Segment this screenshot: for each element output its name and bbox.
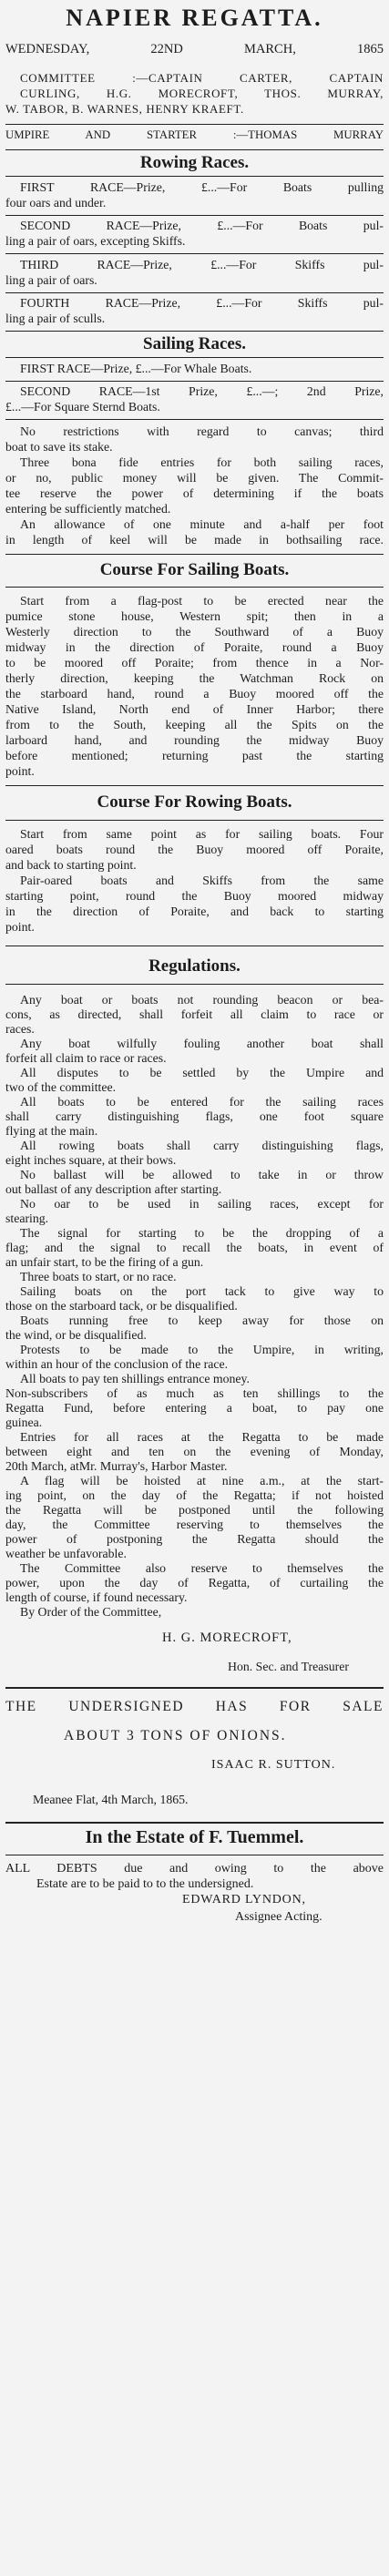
divider bbox=[5, 215, 384, 216]
paragraph-line: larboard hand, and rounding the midway Buoy bbox=[5, 733, 384, 747]
regulation-line: Three boats to start, or no race. bbox=[20, 1270, 177, 1283]
rowing-race-2-line-1: SECOND RACE—Prize, £...—For Boats pul- bbox=[20, 219, 384, 232]
regulation-line: weather be unfavorable. bbox=[5, 1547, 127, 1560]
note-line: tee reserve the power of determining if the boats bbox=[5, 486, 384, 500]
committee-line-3: W. TABOR, B. WARNES, HENRY KRAEFT. bbox=[5, 102, 244, 116]
committee-line-1: COMMITTEE :—CAPTAIN CARTER, CAPTAIN bbox=[20, 71, 384, 85]
paragraph-line: point. bbox=[5, 920, 35, 934]
regulation-line: between eight and ten on the evening of Monday, bbox=[5, 1445, 384, 1458]
regulation-line: cons, as directed, shall forfeit all claim to race or bbox=[5, 1007, 384, 1021]
paragraph-line: midway in the direction of Poraite, round a Buoy bbox=[5, 640, 384, 654]
note-line: entering be sufficiently matched. bbox=[5, 502, 171, 516]
onions-line-1: THE UNDERSIGNED HAS FOR SALE bbox=[5, 1699, 384, 1714]
committee-line-2: CURLING, H.G. MORECROFT, THOS. MURRAY, bbox=[20, 87, 384, 100]
divider bbox=[5, 149, 384, 150]
regulation-line: A flag will be hoisted at nine a.m., at the start- bbox=[20, 1474, 384, 1487]
paragraph-line: Start from a flag-post to be erected near the bbox=[20, 594, 384, 608]
regulation-line: Protests to be made to the Umpire, in writing, bbox=[20, 1343, 384, 1356]
paragraph-line: in the direction of Poraite, and back to starting bbox=[5, 905, 384, 918]
paragraph-line: the starboard hand, round a Buoy moored off the bbox=[5, 687, 384, 700]
regulation-line: Non-subscribers of as much as ten shillings to the bbox=[5, 1386, 384, 1400]
regulation-line: All boats to be entered for the sailing races bbox=[20, 1095, 384, 1109]
regulation-line: All rowing boats shall carry distinguishing flags, bbox=[20, 1139, 384, 1152]
regulation-line: Entries for all races at the Regatta to be made bbox=[20, 1430, 384, 1444]
divider bbox=[5, 381, 384, 382]
estate-heading: In the Estate of F. Tuemmel. bbox=[85, 1827, 304, 1847]
divider bbox=[5, 984, 384, 985]
paragraph-line: pumice stone house, Western spit; then in a bbox=[5, 609, 384, 623]
sailing-race-1: FIRST RACE—Prize, £...—For Whale Boats. bbox=[20, 362, 252, 375]
paragraph-line: before mentioned; returning past the starting bbox=[5, 749, 384, 762]
regulation-line: ing point, on the day of the Regatta; if not hoisted bbox=[5, 1488, 384, 1502]
divider bbox=[5, 124, 384, 125]
regulation-line: All disputes to be settled by the Umpire and bbox=[20, 1066, 384, 1079]
onions-place-date: Meanee Flat, 4th March, 1865. bbox=[33, 1793, 189, 1806]
onions-line-2: ABOUT 3 TONS OF ONIONS. bbox=[64, 1728, 287, 1743]
rowing-race-1-line-1: FIRST RACE—Prize, £...—For Boats pulling bbox=[20, 180, 384, 194]
paragraph-line: starting point, round the Buoy moored midway bbox=[5, 889, 384, 903]
regulation-line: Boats running free to keep away for those on bbox=[20, 1314, 384, 1327]
rowing-race-2-line-2: ling a pair of oars, excepting Skiffs. bbox=[5, 234, 186, 248]
rowing-race-1-line-2: four oars and under. bbox=[5, 196, 107, 210]
regulation-line: those on the starboard tack, or be disqualified. bbox=[5, 1299, 238, 1313]
regulation-line: All boats to pay ten shillings entrance money. bbox=[20, 1372, 250, 1385]
paragraph-line: point. bbox=[5, 764, 35, 778]
paragraph-line: Pair-oared boats and Skiffs from the same bbox=[20, 874, 384, 887]
paragraph-line: to be moored off Poraite; from thence in a Nor- bbox=[5, 656, 384, 670]
estate-role: Assignee Acting. bbox=[235, 1910, 322, 1924]
divider bbox=[5, 419, 384, 420]
divider bbox=[5, 785, 384, 786]
paragraph-line: and back to starting point. bbox=[5, 858, 137, 872]
regulation-line: No ballast will be allowed to take in or throw bbox=[20, 1168, 384, 1181]
onions-signer: ISAAC R. SUTTON. bbox=[211, 1758, 336, 1772]
section-heading-rowing: Rowing Races. bbox=[139, 153, 250, 172]
rowing-race-3-line-1: THIRD RACE—Prize, £...—For Skiffs pul- bbox=[20, 258, 384, 271]
note-line: boat to save its stake. bbox=[5, 440, 113, 454]
regulation-line: stearing. bbox=[5, 1211, 49, 1225]
regulation-line: within an hour of the conclusion of the race. bbox=[5, 1357, 229, 1371]
paragraph-line: Westerly direction to the Southward of a Buoy bbox=[5, 625, 384, 639]
regulation-line: flying at the main. bbox=[5, 1124, 98, 1138]
regulation-line: By Order of the Committee, bbox=[20, 1605, 162, 1619]
regulation-line: eight inches square, at their bows. bbox=[5, 1153, 177, 1167]
rowing-race-4-line-1: FOURTH RACE—Prize, £...—For Skiffs pul- bbox=[20, 296, 384, 310]
paragraph-line: from to the South, keeping all the Spits on the bbox=[5, 718, 384, 731]
regulation-line: the wind, or be disqualified. bbox=[5, 1328, 147, 1342]
page-title: NAPIER REGATTA. bbox=[66, 5, 323, 31]
estate-line-1: ALL DEBTS due and owing to the above bbox=[5, 1862, 384, 1876]
section-heading-sailing: Sailing Races. bbox=[143, 334, 246, 353]
paragraph-line: Start from same point as for sailing boats. Four bbox=[20, 827, 384, 841]
regulation-line: Any boat or boats not rounding beacon or bea- bbox=[20, 993, 384, 1007]
paragraph-line: therly direction, keeping the Watchman Rock on bbox=[5, 671, 384, 685]
signature-title: Hon. Sec. and Treasurer bbox=[228, 1660, 349, 1673]
divider bbox=[5, 176, 384, 177]
note-line: Three bona fide entries for both sailing races, bbox=[20, 455, 384, 469]
divider bbox=[5, 554, 384, 555]
umpire-line: UMPIRE AND STARTER :—THOMAS MURRAY bbox=[5, 128, 384, 141]
divider bbox=[5, 253, 384, 254]
note-line: An allowance of one minute and a-half per foot bbox=[20, 517, 384, 531]
note-line: in length of keel will be made in bothsailing race. bbox=[5, 533, 384, 547]
paragraph-line: Native Island, North end of Inner Harbor; there bbox=[5, 702, 384, 716]
regulation-line: day, the Committee reserving to themselves the bbox=[5, 1518, 384, 1531]
note-line: or no, public money will be given. The Commit- bbox=[5, 471, 384, 485]
regulation-line: length of course, if found necessary. bbox=[5, 1590, 188, 1604]
divider bbox=[5, 357, 384, 358]
date-line: WEDNESDAY, 22ND MARCH, 1865 bbox=[5, 42, 384, 56]
regulation-line: Regatta Fund, before entering a boat, to pay one bbox=[5, 1401, 384, 1415]
regulation-line: flag; and the signal to recall the boats, in event of bbox=[5, 1241, 384, 1254]
regulation-line: power of postponing the Regatta should the bbox=[5, 1532, 384, 1546]
divider bbox=[5, 587, 384, 588]
regulation-line: two of the committee. bbox=[5, 1080, 117, 1094]
regulation-line: The signal for starting to be the dropping of a bbox=[20, 1226, 384, 1240]
regulation-line: Any boat wilfully fouling another boat shall bbox=[20, 1037, 384, 1050]
regulation-line: No oar to be used in sailing races, except for bbox=[20, 1197, 384, 1211]
regulation-line: power, upon the day of Regatta, of curtailing the bbox=[5, 1576, 384, 1590]
regulation-line: forfeit all claim to race or races. bbox=[5, 1051, 167, 1065]
regulation-line: Sailing boats on the port tack to give way to bbox=[20, 1284, 384, 1298]
regulation-line: 20th March, atMr. Murray's, Harbor Master. bbox=[5, 1459, 228, 1473]
sailing-race-2-line-2: £...—For Square Sternd Boats. bbox=[5, 400, 160, 414]
regulation-line: shall carry distinguishing flags, one foot square bbox=[5, 1109, 384, 1123]
divider bbox=[5, 292, 384, 293]
section-heading-course-rowing: Course For Rowing Boats. bbox=[97, 792, 292, 812]
regulation-line: out ballast of any description after starting. bbox=[5, 1182, 222, 1196]
divider bbox=[5, 820, 384, 821]
note-line: No restrictions with regard to canvas; third bbox=[20, 424, 384, 438]
section-heading-regulations: Regulations. bbox=[148, 956, 241, 976]
sailing-race-2-line-1: SECOND RACE—1st Prize, £...—; 2nd Prize, bbox=[20, 384, 384, 398]
estate-signer: EDWARD LYNDON, bbox=[182, 1893, 306, 1906]
section-heading-course-sailing: Course For Sailing Boats. bbox=[99, 560, 290, 579]
regulation-line: an unfair start, to be the firing of a gun. bbox=[5, 1255, 204, 1269]
regulation-line: the Regatta will be postponed until the following bbox=[5, 1503, 384, 1517]
regulation-line: guinea. bbox=[5, 1416, 43, 1429]
divider bbox=[5, 1687, 384, 1689]
paragraph-line: oared boats round the Buoy moored off Poraite, bbox=[5, 843, 384, 856]
regulation-line: The Committee also reserve to themselves the bbox=[20, 1561, 384, 1575]
rowing-race-3-line-2: ling a pair of oars. bbox=[5, 273, 97, 287]
divider bbox=[5, 331, 384, 332]
divider bbox=[5, 1822, 384, 1824]
rowing-race-4-line-2: ling a pair of sculls. bbox=[5, 312, 106, 325]
estate-line-2: Estate are to be paid to to the undersigned. bbox=[36, 1877, 254, 1891]
signature-name: H. G. MORECROFT, bbox=[162, 1630, 292, 1645]
regulation-line: races. bbox=[5, 1022, 35, 1036]
